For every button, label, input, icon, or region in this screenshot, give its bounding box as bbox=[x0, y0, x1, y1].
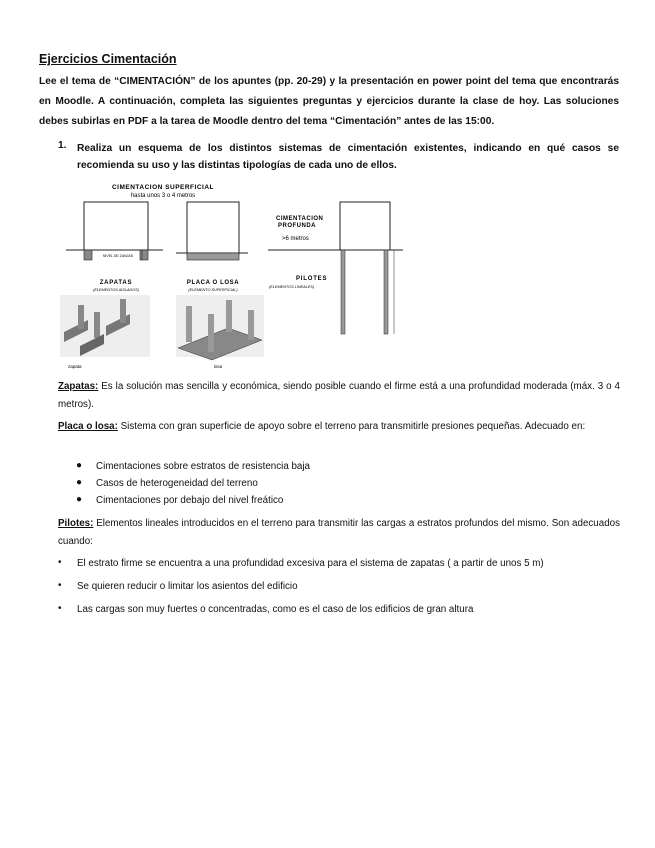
losa-caption: losa bbox=[213, 364, 223, 369]
prof-depth: >6 metros bbox=[282, 236, 309, 242]
placa-elevation bbox=[176, 202, 248, 292]
sup-title: CIMENTACION SUPERFICIAL bbox=[111, 184, 215, 191]
prof-title2: PROFUNDA bbox=[278, 223, 316, 229]
pilotes-label: PILOTES bbox=[296, 276, 328, 282]
prof-title1: CIMENTACION bbox=[276, 216, 324, 222]
zapatas-label: ZAPATAS bbox=[99, 280, 133, 286]
zapatas-label-text: Zapatas: bbox=[58, 381, 99, 392]
zapatas-paragraph bbox=[58, 378, 620, 414]
placa-item: Cimentaciones por debajo del nivel freático bbox=[96, 495, 284, 506]
bullet-dot: • bbox=[58, 603, 62, 614]
zapatas-sublabel: (ELEMENTOS AISLADOS) bbox=[93, 288, 139, 292]
question-number: 1. bbox=[58, 140, 67, 151]
bullet-dot: ● bbox=[76, 460, 83, 471]
pilotes-paragraph bbox=[58, 515, 620, 551]
placa-sublabel: (ELEMENTO SUPERFICIAL) bbox=[188, 288, 238, 292]
zapatas-elevation bbox=[66, 202, 163, 292]
zapata-caption: zapata bbox=[68, 364, 82, 369]
pilotes-item: Se quieren reducir o limitar los asientos del edificio bbox=[77, 581, 298, 592]
intro-paragraph: Lee el tema de “CIMENTACIÓN” de los apuntes (pp. 20-29) y la presentación en power point del tema que encontrarás en Moodle. A continuación, completa las siguientes preguntas y ejercicios durante la clase de hoy. Las soluciones debes subirlas en PDF a la tarea de Moodle dentro del tema “Cimentación” antes de las 15:00. bbox=[39, 76, 619, 127]
placa-text: Sistema con gran superficie de apoyo sobre el terreno para transmitirle presiones pequeñas. Adecuado en: bbox=[117, 421, 586, 432]
pilotes-item: El estrato firme se encuentra a una profundidad excesiva para el sistema de zapatas ( a partir de unos 5 m) bbox=[77, 558, 544, 569]
bullet-dot: • bbox=[58, 557, 62, 568]
placa-paragraph bbox=[58, 418, 620, 436]
bullet-dot: • bbox=[58, 580, 62, 591]
placa-label: PLACA O LOSA bbox=[186, 280, 240, 286]
pilotes-sublabel: (ELEMENTOS LINEALES) bbox=[269, 285, 315, 289]
pilotes-elevation bbox=[268, 202, 403, 334]
losa-3d-illustration bbox=[176, 295, 264, 369]
bullet-dot: ● bbox=[76, 494, 83, 505]
nivel-label: NIVEL DE ZANJAS bbox=[102, 254, 134, 258]
question-text: Realiza un esquema de los distintos sistemas de cimentación existentes, indicando en qué casos se recomienda su uso y las distintas tipologías de cada uno de ellos. bbox=[77, 143, 619, 171]
document-title: Ejercicios Cimentación bbox=[39, 52, 177, 66]
sup-subtitle: hasta unos 3 o 4 metros bbox=[130, 193, 196, 199]
pilotes-text: Elementos lineales introducidos en el terreno para transmitir las cargas a estratos profundos del mismo. Son adecuados cuando: bbox=[58, 518, 620, 547]
zapatas-text: Es la solución mas sencilla y económica, siendo posible cuando el firme está a una profundidad moderada (máx. 3 o 4 metros). bbox=[58, 381, 620, 410]
pilotes-item: Las cargas son muy fuertes o concentradas, como es el caso de los edificios de gran altura bbox=[77, 604, 474, 615]
pilotes-label-text: Pilotes: bbox=[58, 518, 94, 529]
zapata-3d-illustration bbox=[60, 295, 150, 369]
placa-label-text: Placa o losa: bbox=[58, 421, 118, 432]
foundation-diagram bbox=[58, 180, 458, 375]
placa-item: Casos de heterogeneidad del terreno bbox=[96, 478, 258, 489]
placa-item: Cimentaciones sobre estratos de resistencia baja bbox=[96, 461, 311, 472]
bullet-dot: ● bbox=[76, 477, 83, 488]
